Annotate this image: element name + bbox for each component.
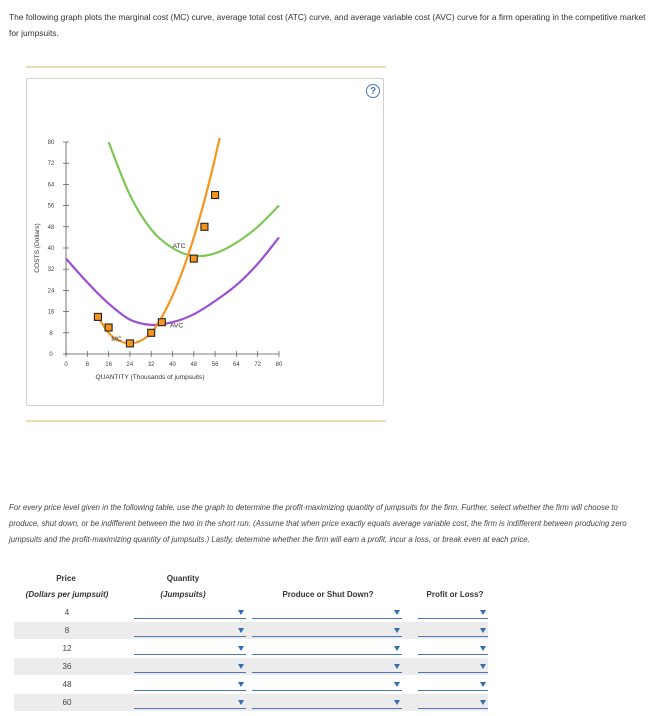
intro-text: The following graph plots the marginal cost (MC) curve, average total cost (ATC) curve, and average variable cost (AVC) curve for a firm operating in the competitive market for jumpsuits. bbox=[9, 12, 646, 38]
avc-label: AVC bbox=[169, 322, 184, 330]
x-tick-label: 72 bbox=[254, 362, 262, 368]
profit-loss-dropdown[interactable] bbox=[418, 661, 488, 673]
chevron-down-icon bbox=[480, 664, 486, 669]
profit-loss-dropdown[interactable] bbox=[418, 697, 488, 709]
chevron-down-icon bbox=[480, 646, 486, 651]
data-point-marker bbox=[190, 255, 197, 262]
quantity-dropdown[interactable] bbox=[134, 643, 246, 655]
quantity-dropdown[interactable] bbox=[134, 697, 246, 709]
x-tick-label: 56 bbox=[211, 362, 219, 368]
atc-label: ATC bbox=[172, 243, 186, 250]
quantity-dropdown[interactable] bbox=[134, 625, 246, 637]
profit-loss-dropdown[interactable] bbox=[418, 679, 488, 691]
x-tick-label: 32 bbox=[147, 362, 155, 368]
y-tick-label: 24 bbox=[47, 288, 55, 295]
quantity-subheader: (Jumpsuits) bbox=[160, 590, 206, 599]
x-tick-label: 48 bbox=[190, 362, 198, 368]
quantity-dropdown[interactable] bbox=[134, 661, 246, 673]
produce-shutdown-dropdown[interactable] bbox=[252, 679, 402, 691]
chevron-down-icon bbox=[238, 628, 244, 633]
y-tick-label: 64 bbox=[47, 182, 55, 189]
chevron-down-icon bbox=[394, 646, 400, 651]
x-tick-label: 80 bbox=[275, 362, 283, 368]
y-tick-label: 16 bbox=[47, 309, 55, 316]
chevron-down-icon bbox=[480, 610, 486, 615]
x-tick-label: 64 bbox=[233, 362, 240, 368]
help-icon[interactable]: ? bbox=[366, 84, 380, 98]
produce-shutdown-dropdown[interactable] bbox=[252, 643, 402, 655]
table-row bbox=[14, 658, 488, 675]
chevron-down-icon bbox=[394, 700, 400, 705]
chevron-down-icon bbox=[394, 682, 400, 687]
price-header: Price bbox=[56, 574, 76, 583]
price-cell: 4 bbox=[64, 608, 70, 617]
table-row bbox=[14, 694, 488, 711]
produce-shutdown-dropdown[interactable] bbox=[252, 697, 402, 709]
price-cell: 60 bbox=[62, 698, 72, 707]
profit-loss-dropdown[interactable] bbox=[418, 643, 488, 655]
bottom-divider bbox=[26, 420, 386, 422]
table-row bbox=[14, 640, 488, 657]
chevron-down-icon bbox=[238, 610, 244, 615]
profit-loss-dropdown[interactable] bbox=[418, 607, 488, 619]
quantity-dropdown[interactable] bbox=[134, 679, 246, 691]
chevron-down-icon bbox=[394, 628, 400, 633]
price-cell: 48 bbox=[62, 680, 72, 689]
x-tick-label: 8 bbox=[85, 362, 89, 368]
table-row bbox=[14, 604, 488, 621]
mc-label: MC bbox=[111, 335, 122, 343]
price-subheader: (Dollars per jumpsuit) bbox=[25, 590, 109, 599]
y-tick-label: 48 bbox=[47, 224, 55, 231]
data-point-marker bbox=[105, 324, 112, 331]
table-row bbox=[14, 676, 488, 693]
y-tick-label: 8 bbox=[49, 330, 53, 337]
data-point-marker bbox=[148, 329, 155, 336]
chevron-down-icon bbox=[238, 682, 244, 687]
data-point-marker bbox=[212, 192, 219, 199]
quantity-dropdown[interactable] bbox=[134, 607, 246, 619]
avc-curve bbox=[66, 237, 279, 325]
price-cell: 36 bbox=[62, 662, 72, 671]
data-point-marker bbox=[158, 319, 165, 326]
chevron-down-icon bbox=[238, 664, 244, 669]
produce-shutdown-dropdown[interactable] bbox=[252, 607, 402, 619]
chevron-down-icon bbox=[394, 664, 400, 669]
y-tick-label: 72 bbox=[47, 161, 55, 168]
profit-header: Profit or Loss? bbox=[426, 590, 484, 599]
y-tick-label: 80 bbox=[47, 140, 55, 146]
chevron-down-icon bbox=[480, 628, 486, 633]
y-axis-title: COSTS (Dollars) bbox=[34, 223, 41, 273]
chevron-down-icon bbox=[238, 646, 244, 651]
chevron-down-icon bbox=[480, 682, 486, 687]
price-cell: 12 bbox=[62, 644, 72, 653]
produce-shutdown-dropdown[interactable] bbox=[252, 661, 402, 673]
data-point-marker bbox=[201, 223, 208, 230]
quantity-header: Quantity bbox=[166, 574, 200, 583]
decision-header: Produce or Shut Down? bbox=[282, 590, 374, 599]
y-tick-label: 56 bbox=[47, 203, 55, 210]
chevron-down-icon bbox=[238, 700, 244, 705]
x-axis-title: QUANTITY (Thousands of jumpsuits) bbox=[95, 374, 205, 381]
x-tick-label: 16 bbox=[105, 362, 112, 368]
table-row bbox=[14, 622, 488, 639]
chevron-down-icon bbox=[394, 610, 400, 615]
instructions-text: For every price level given in the following table, use the graph to determine the profit-maximizing quantity of jumpsuits for the firm. Further, select whether the firm will choose to produce, shut down, or be indifferent between the two in the short run. (Assume that when price exactly equals average variable cost, the firm is indifferent between producing zero jumpsuits and the profit-maximizing quantity of jumpsuits.) Lastly, determine whether the firm will earn a profit, incur a loss, or break even at each price. bbox=[9, 503, 627, 544]
chevron-down-icon bbox=[480, 700, 486, 705]
x-tick-label: 24 bbox=[126, 362, 134, 368]
y-tick-label: 40 bbox=[47, 246, 55, 252]
profit-loss-dropdown[interactable] bbox=[418, 625, 488, 637]
y-tick-label: 0 bbox=[49, 352, 53, 358]
x-tick-label: 0 bbox=[64, 362, 68, 368]
price-cell: 8 bbox=[64, 626, 70, 635]
data-point-marker bbox=[126, 340, 133, 347]
data-point-marker bbox=[94, 313, 101, 320]
x-tick-label: 40 bbox=[169, 362, 176, 368]
y-tick-label: 32 bbox=[47, 267, 55, 274]
produce-shutdown-dropdown[interactable] bbox=[252, 625, 402, 637]
